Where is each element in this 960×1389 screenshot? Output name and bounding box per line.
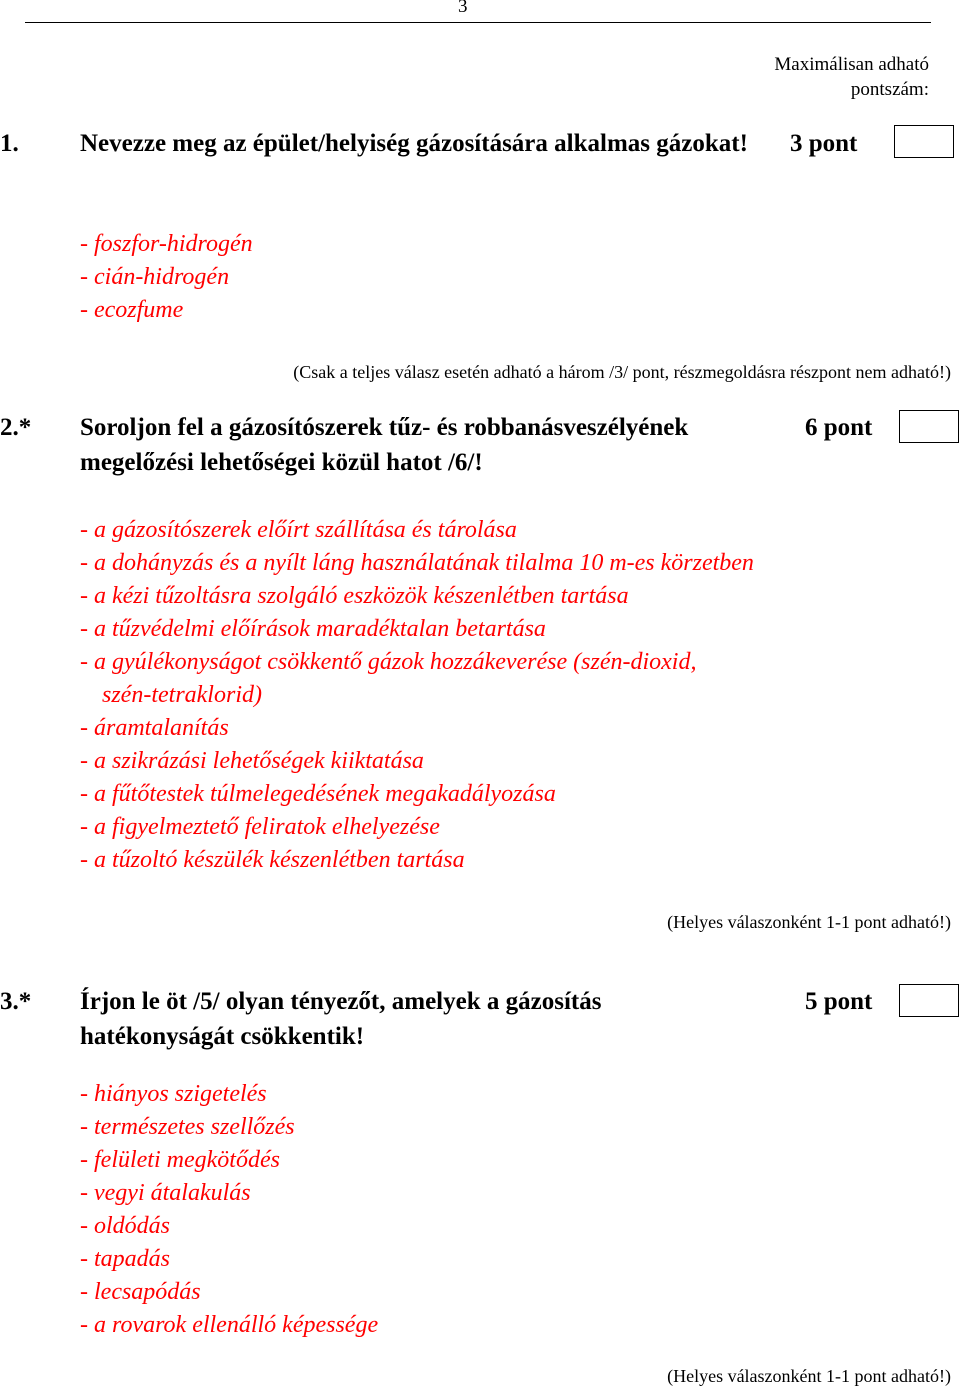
answer-item: - foszfor-hidrogén — [80, 231, 253, 257]
answer-item: - természetes szellőzés — [80, 1114, 295, 1140]
answer-item: - a figyelmeztető feliratok elhelyezése — [80, 814, 440, 840]
answer-item: - a kézi tűzoltásra szolgáló eszközök készenlétben tartása — [80, 583, 629, 609]
answer-item: - cián-hidrogén — [80, 264, 230, 290]
answer-continuation-text: szén-tetraklorid) — [102, 682, 262, 708]
question-number: 2.* — [0, 414, 32, 441]
answer-list — [80, 514, 754, 877]
page-number: 3 — [458, 0, 468, 17]
max-score-header — [729, 52, 929, 102]
answer-list — [80, 228, 253, 327]
answer-item: - a rovarok ellenálló képessége — [80, 1312, 379, 1338]
answer-item: - ecozfume — [80, 297, 184, 323]
max-score-header-line2: pontszám: — [850, 79, 929, 100]
answer-item-continuation — [80, 679, 754, 712]
scoring-note: (Helyes válaszonként 1-1 pont adható!) — [667, 912, 951, 932]
answer-item: - a szikrázási lehetőségek kiiktatása — [80, 748, 424, 774]
score-box[interactable] — [899, 984, 959, 1017]
answer-item: - vegyi átalakulás — [80, 1180, 251, 1206]
max-score-header-line1: Maximálisan adható — [774, 54, 929, 75]
scoring-note: (Csak a teljes válasz esetén adható a három /3/ pont, részmegoldásra részpont nem adható!) — [293, 362, 951, 382]
answer-item: - lecsapódás — [80, 1279, 201, 1305]
answer-item: - a gázosítószerek előírt szállítása és tárolása — [80, 517, 517, 543]
answer-item: - áramtalanítás — [80, 715, 229, 741]
question-text: Nevezze meg az épület/helyiség gázosítására alkalmas gázokat! — [80, 130, 748, 157]
score-box[interactable] — [899, 410, 959, 443]
answer-item: - a fűtőtestek túlmelegedésének megakadályozása — [80, 781, 556, 807]
answer-item: - hiányos szigetelés — [80, 1081, 267, 1107]
question-points: 3 pont — [790, 130, 858, 157]
header-rule — [25, 22, 931, 23]
answer-item: - tapadás — [80, 1246, 170, 1272]
answer-item: - a gyúlékonyságot csökkentő gázok hozzákeverése (szén-dioxid, — [80, 649, 697, 675]
question-number: 1. — [0, 130, 19, 157]
answer-item: - a tűzoltó készülék készenlétben tartása — [80, 847, 465, 873]
answer-item: - a dohányzás és a nyílt láng használatának tilalma 10 m-es körzetben — [80, 550, 754, 576]
question-points: 6 pont — [805, 414, 873, 441]
question-points: 5 pont — [805, 988, 873, 1015]
scoring-note: (Helyes válaszonként 1-1 pont adható!) — [667, 1366, 951, 1386]
answer-item: - oldódás — [80, 1213, 170, 1239]
question-number: 3.* — [0, 988, 32, 1015]
question-text: Írjon le öt /5/ olyan tényezőt, amelyek a gázosítás hatékonyságát csökkentik! — [80, 988, 602, 1050]
answer-item: - a tűzvédelmi előírások maradéktalan betartása — [80, 616, 546, 642]
score-box[interactable] — [894, 125, 954, 158]
question-text: Soroljon fel a gázosítószerek tűz- és robbanásveszélyének megelőzési lehetőségei közül hatot /6/! — [80, 414, 689, 476]
answer-list — [80, 1078, 378, 1342]
answer-item: - felületi megkötődés — [80, 1147, 280, 1173]
